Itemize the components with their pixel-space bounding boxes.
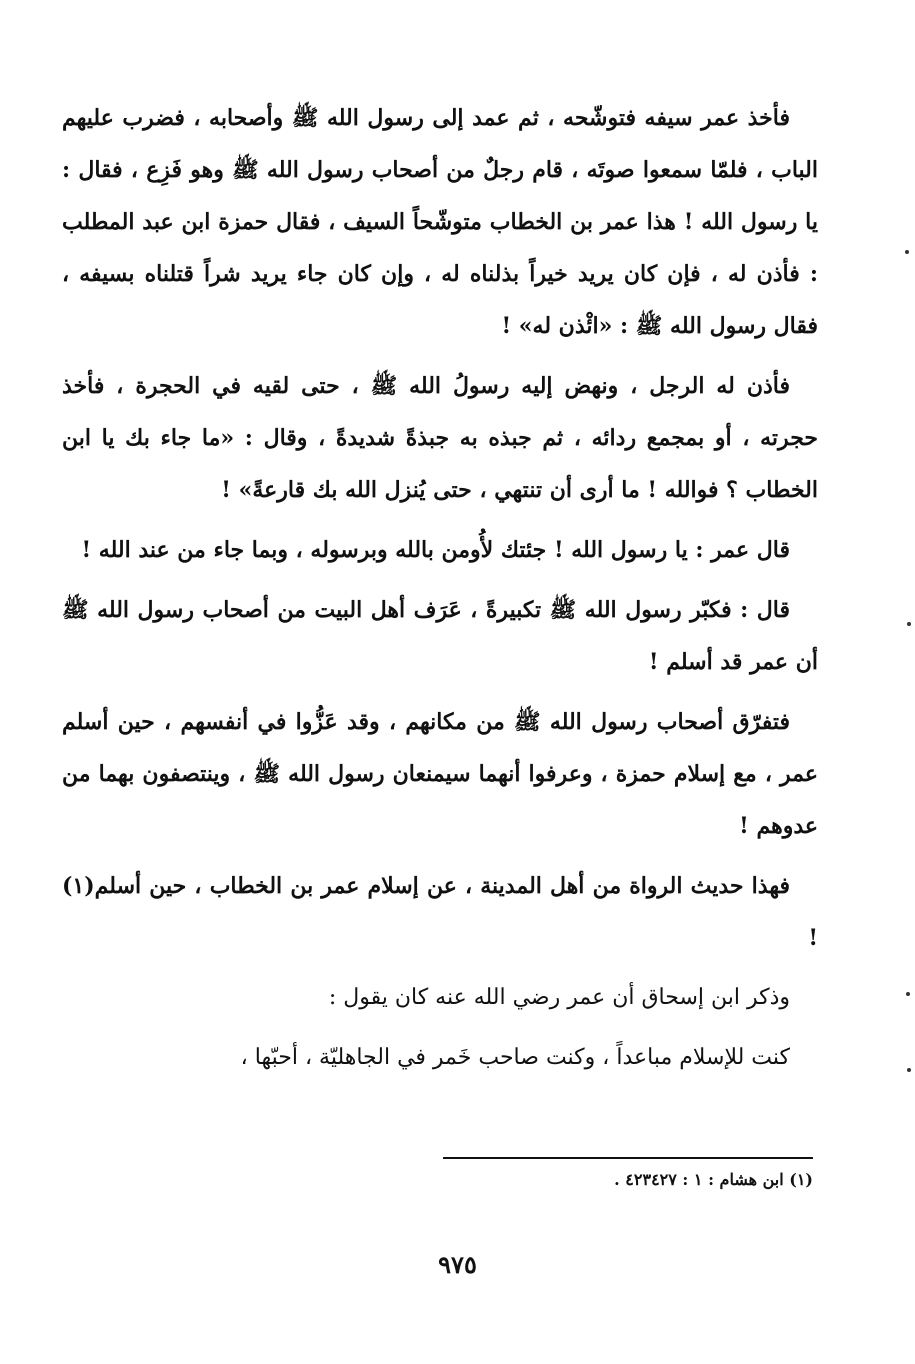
paragraph-7: وذكر ابن إسحاق أن عمر رضي الله عنه كان يقول : bbox=[328, 985, 790, 1010]
margin-dot bbox=[907, 1068, 911, 1072]
footnote-divider bbox=[443, 1157, 813, 1159]
paragraph-8: كنت للإسلام مباعداً ، وكنت صاحب خَمر في الجاهليّة ، أحبّها ، bbox=[240, 1045, 790, 1070]
footnote: (١) ابن هشام : ١ : ٤٢٣٤٢٧ . bbox=[614, 1170, 813, 1189]
paragraph-6: فهذا حديث الرواة من أهل المدينة ، عن إسلام عمر بن الخطاب ، حين أسلم(١) ! bbox=[62, 873, 818, 951]
paragraph-5: فتفرّق أصحاب رسول الله ﷺ من مكانهم ، وقد عَزُّوا في أنفسهم ، حين أسلم عمر ، مع إسلام حمزة ، وعرفوا أنهما سيمنعان رسول الله ﷺ ، وينتصفون بهما من عدوهم ! bbox=[62, 709, 818, 839]
paragraph-4: قال : فكبّر رسول الله ﷺ تكبيرةً ، عَرَف أهل البيت من أصحاب رسول الله ﷺ أن عمر قد أسلم ! bbox=[62, 597, 818, 675]
main-text bbox=[62, 92, 818, 1084]
paragraph-3: قال عمر : يا رسول الله ! جئتك لأُومن بالله وبرسوله ، وبما جاء من عند الله ! bbox=[81, 537, 790, 563]
margin-dot bbox=[907, 622, 911, 626]
paragraph-2: فأذن له الرجل ، ونهض إليه رسولُ الله ﷺ ، حتى لقيه في الحجرة ، فأخذ حجرته ، أو بمجمع ردائه ، ثم جبذه به جبذةً شديدةً ، وقال : «ما جاء بك يا ابن الخطاب ؟ فوالله ! ما أرى أن تنتهي ، حتى يُنزل الله بك قارعةً» ! bbox=[62, 373, 818, 503]
page-number: ٩٧٥ bbox=[438, 1250, 477, 1279]
margin-dot bbox=[906, 992, 910, 996]
margin-dot bbox=[905, 250, 909, 254]
paragraph-1: فأخذ عمر سيفه فتوشّحه ، ثم عمد إلى رسول الله ﷺ وأصحابه ، فضرب عليهم الباب ، فلمّا سمعوا صوتَه ، قام رجلٌ من أصحاب رسول الله ﷺ وهو فَزِع ، فقال : يا رسول الله ! هذا عمر بن الخطاب متوشّحاً السيف ، فقال حمزة ابن عبد المطلب : فأذن له ، فإن كان يريد خيراً بذلناه له ، وإن كان جاء يريد شراً قتلناه بسيفه ، فقال رسول الله ﷺ : «ائْذن له» ! bbox=[62, 105, 818, 339]
